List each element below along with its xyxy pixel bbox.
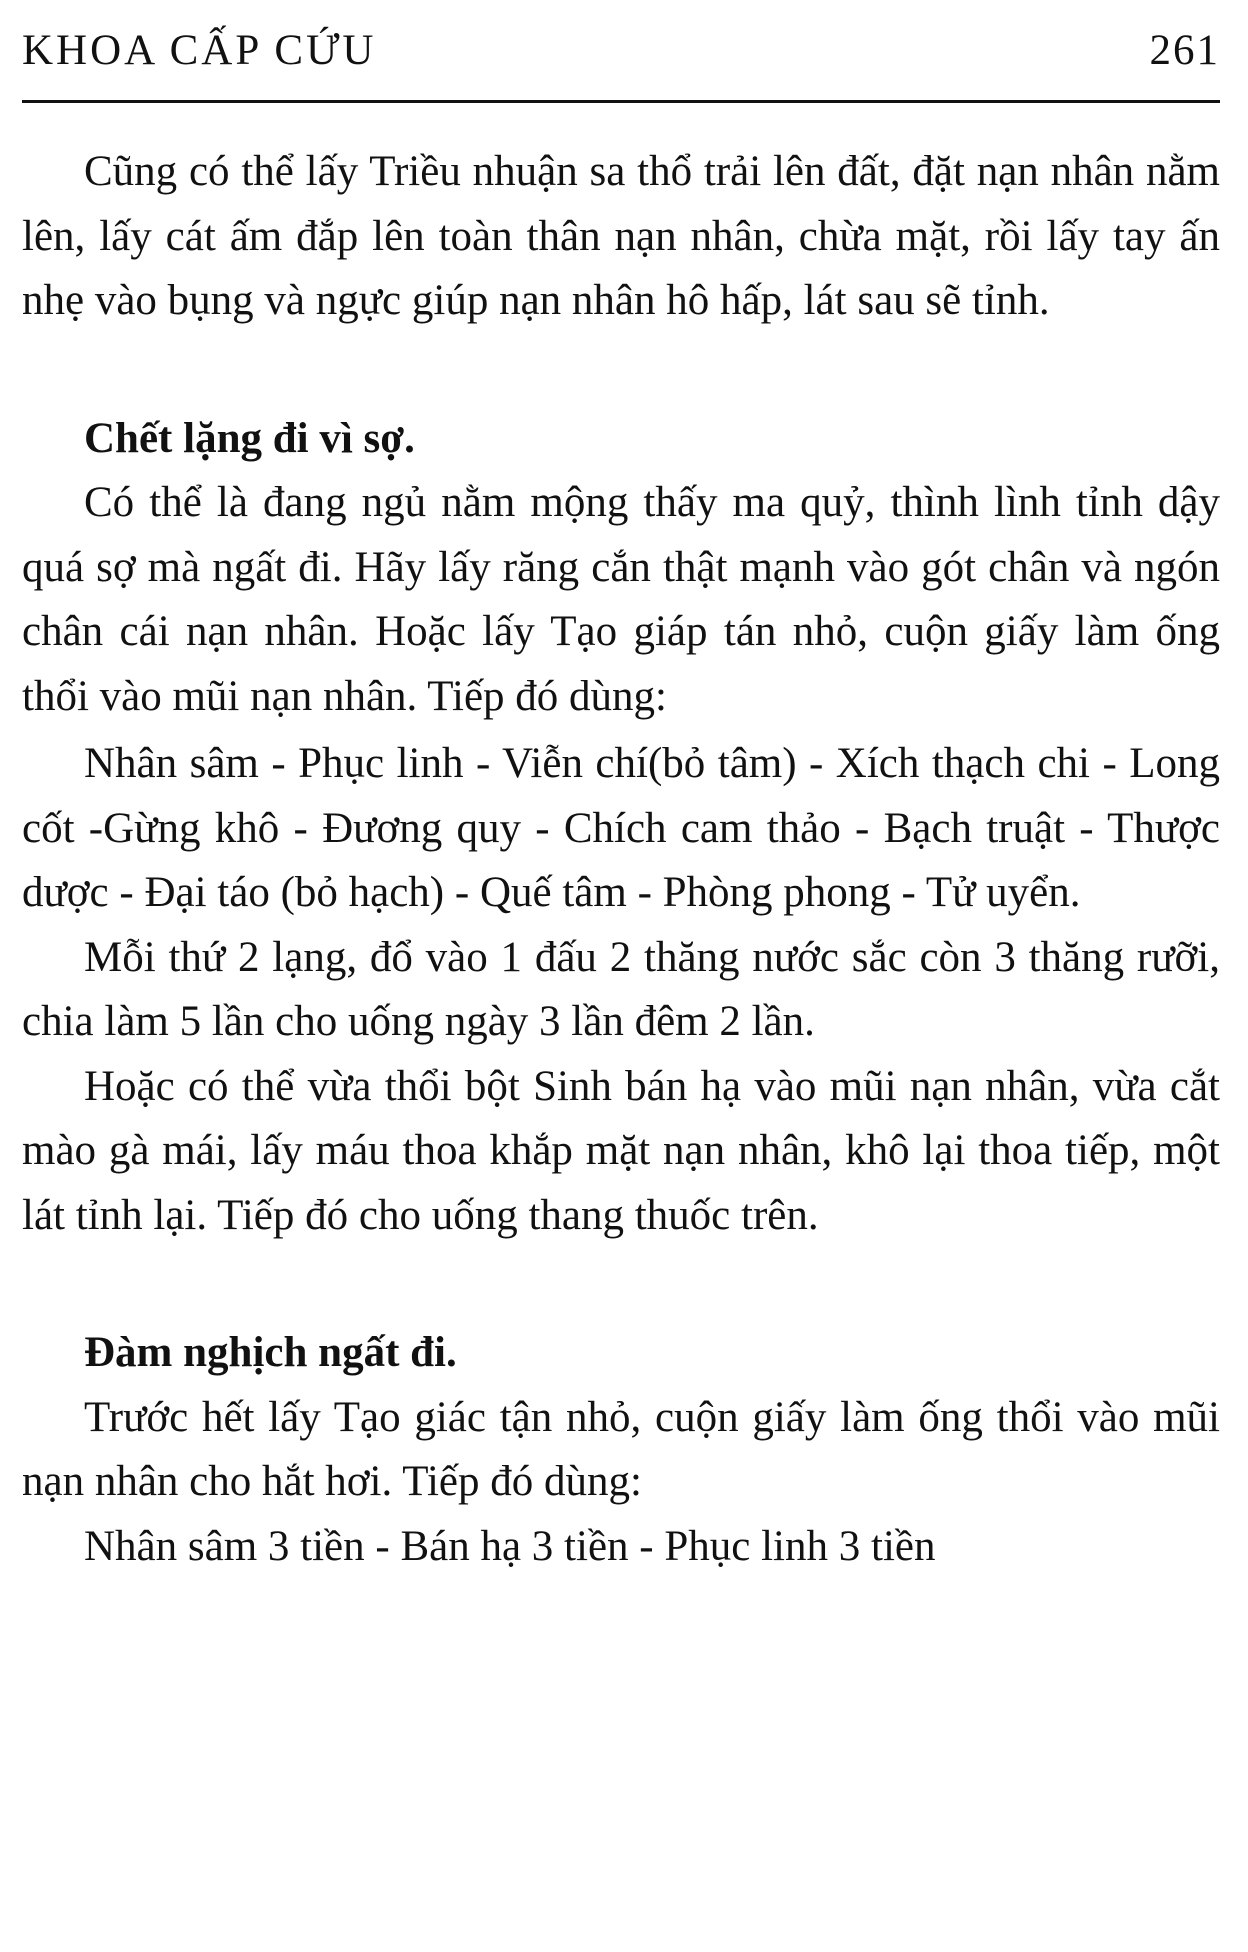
page-number: 261 — [1149, 27, 1220, 74]
chapter-title: KHOA CẤP CỨU — [22, 27, 377, 74]
section-spacer — [22, 1248, 1220, 1321]
body-text — [22, 140, 1220, 1579]
paragraph-phlegm-description: Trước hết lấy Tạo giác tận nhỏ, cuộn giấy làm ống thổi vào mũi nạn nhân cho hắt hơi. Tiếp đó dùng: — [22, 1393, 1220, 1505]
section-heading-fright: Chết lặng đi vì sợ. — [84, 414, 415, 462]
paragraph-phlegm-ingredients: Nhân sâm 3 tiền - Bán hạ 3 tiền - Phục linh 3 tiền — [84, 1522, 936, 1570]
paragraph-fright-ingredients: Nhân sâm - Phục linh - Viễn chí(bỏ tâm) - Xích thạch chi - Long cốt -Gừng khô - Đương quy - Chích cam thảo - Bạch truật - Thược dược - Đại táo (bỏ hạch) - Quế tâm - Phòng phong - Tử uyển. — [22, 740, 1220, 916]
header-rule — [22, 100, 1220, 103]
section-heading-phlegm: Đàm nghịch ngất đi. — [84, 1329, 457, 1376]
paragraph-intro: Cũng có thể lấy Triều nhuận sa thổ trải lên đất, đặt nạn nhân nằm lên, lấy cát ấm đắp lên toàn thân nạn nhân, chừa mặt, rồi lấy tay ấn nhẹ vào bụng và ngực giúp nạn nhân hô hấp, lát sau sẽ tỉnh. — [22, 148, 1220, 324]
paragraph-fright-alternative: Hoặc có thể vừa thổi bột Sinh bán hạ vào mũi nạn nhân, vừa cắt mào gà mái, lấy máu thoa khắp mặt nạn nhân, khô lại thoa tiếp, một lát tỉnh lại. Tiếp đó cho uống thang thuốc trên. — [22, 1062, 1220, 1239]
running-header — [22, 20, 1220, 82]
paragraph-fright-description: Có thể là đang ngủ nằm mộng thấy ma quỷ, thình lình tỉnh dậy quá sợ mà ngất đi. Hãy lấy răng cắn thật mạnh vào gót chân và ngón chân cái nạn nhân. Hoặc lấy Tạo giáp tán nhỏ, cuộn giấy làm ống thổi vào mũi nạn nhân. Tiếp đó dùng: — [22, 479, 1220, 720]
section-spacer — [22, 334, 1220, 407]
paragraph-fright-dosage: Mỗi thứ 2 lạng, đổ vào 1 đấu 2 thăng nước sắc còn 3 thăng rưỡi, chia làm 5 lần cho uống ngày 3 lần đêm 2 lần. — [22, 933, 1220, 1045]
